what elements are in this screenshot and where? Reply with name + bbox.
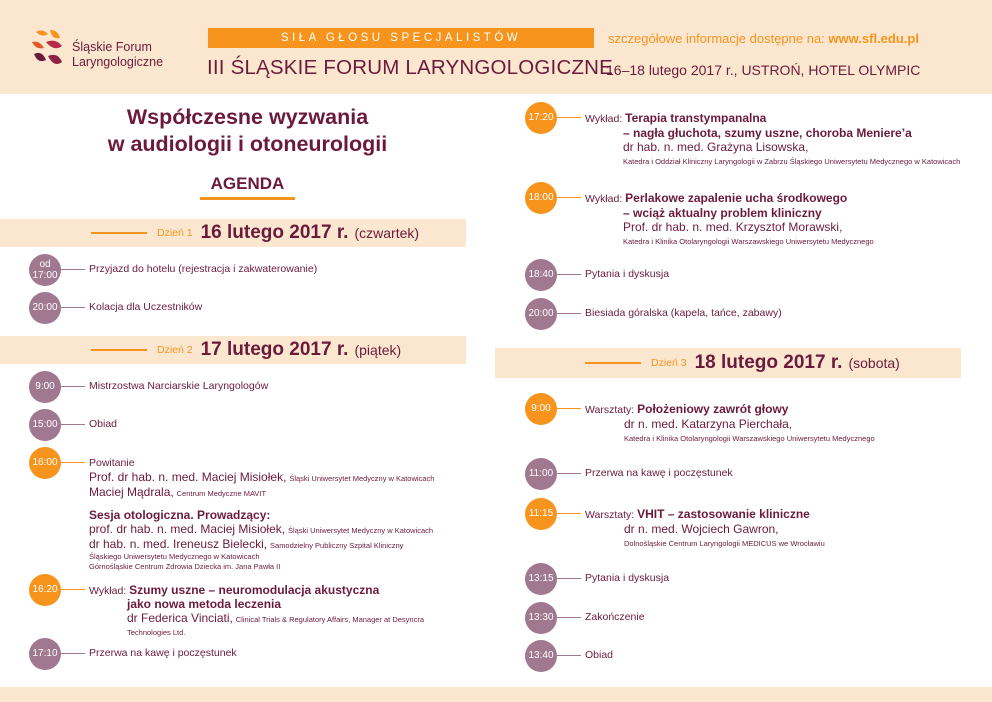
day-dash bbox=[91, 232, 147, 234]
logo-text: Śląskie Forum Laryngologiczne bbox=[72, 40, 164, 69]
forum-logo-icon bbox=[28, 28, 68, 72]
day3-bar: Dzień 3 18 lutego 2017 r. (sobota) bbox=[495, 348, 961, 378]
footer-band bbox=[0, 687, 992, 702]
forum-title: III ŚLĄSKIE FORUM LARYNGOLOGICZNE bbox=[207, 56, 614, 79]
info-line: szczegółowe informacje dostępne na: www.sfl.edu.pl bbox=[608, 31, 919, 46]
day1-bar: Dzień 1 16 lutego 2017 r. (czwartek) bbox=[0, 219, 466, 247]
agenda-heading: AGENDA bbox=[200, 174, 295, 200]
time-badge: od 17:00 bbox=[29, 254, 61, 286]
page-title: Współczesne wyzwania w audiologii i otoneurologii bbox=[107, 105, 388, 156]
banner: SIŁA GŁOSU SPECJALISTÓW bbox=[208, 28, 594, 48]
info-url-link[interactable]: www.sfl.edu.pl bbox=[828, 31, 919, 46]
time-badge: 20:00 bbox=[29, 292, 61, 324]
day2-bar: Dzień 2 17 lutego 2017 r. (piątek) bbox=[0, 336, 466, 364]
event-line: 16–18 lutego 2017 r., USTROŃ, HOTEL OLYMPIC bbox=[606, 62, 921, 78]
